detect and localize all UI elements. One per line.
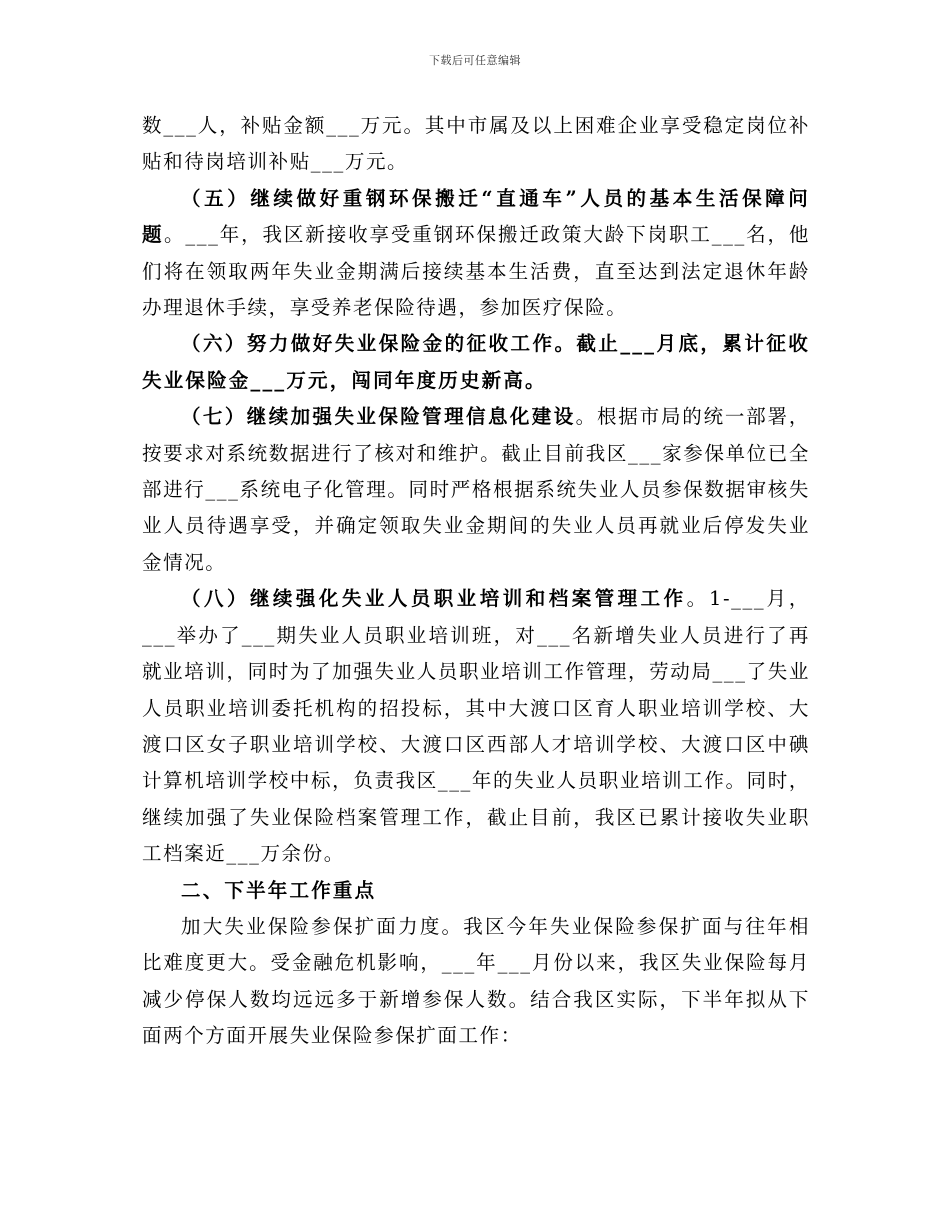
section-heading-5: （五）继续做好重钢环保搬迁“直通车”人员的基本生活保障问题 <box>142 186 810 247</box>
paragraph-text: 。___年，我区新接收享受重钢环保搬迁政策大龄下岗职工___名，他们将在领取两年失业金期满后接续基本生活费，直至达到法定退休年龄办理退休手续，享受养老保险待遇，参加医疗保险。 <box>142 223 810 320</box>
page-header: 下载后可任意编辑 <box>429 54 521 67</box>
paragraph-part-2-heading <box>142 873 810 909</box>
part-heading-2: 二、下半年工作重点 <box>181 878 377 902</box>
paragraph-section-8 <box>142 581 810 872</box>
paragraph-section-5 <box>142 181 810 327</box>
section-heading-7: （七）继续加强失业保险管理信息化建设 <box>181 405 576 429</box>
paragraph-text: 数___人，补贴金额___万元。其中市属及以上困难企业享受稳定岗位补贴和待岗培训补贴___万元。 <box>142 114 810 174</box>
paragraph-subsidy-continuation <box>142 108 810 181</box>
paragraph-text: 。1-___月，___举办了___期失业人员职业培训班，对___名新增失业人员进行了再就业培训，同时为了加强失业人员职业培训工作管理，劳动局___了失业人员职业培训委托机构的招投标，其中大渡口区育人职业培训学校、大渡口区女子职业培训学校、大渡口区西部人才培训学校、大渡口区中碘计算机培训学校中标，负责我区___年的失业人员职业培训工作。同时，继续加强了失业保险档案管理工作，截止目前，我区已累计接收失业职工档案近___万余份。 <box>142 587 811 866</box>
paragraph-expansion <box>142 909 810 1055</box>
paragraph-text: 加大失业保险参保扩面力度。我区今年失业保险参保扩面与往年相比难度更大。受金融危机影响，___年___月份以来，我区失业保险每月减少停保人数均远远多于新增参保人数。结合我区实际，下半年拟从下面两个方面开展失业保险参保扩面工作： <box>142 914 810 1048</box>
paragraph-section-6 <box>142 326 810 399</box>
section-heading-6: （六）努力做好失业保险金的征收工作。截止___月底，累计征收失业保险金___万元，闯同年度历史新高。 <box>142 332 810 392</box>
paragraph-section-7 <box>142 399 810 581</box>
section-heading-8: （八）继续强化失业人员职业培训和档案管理工作 <box>181 587 687 611</box>
document-body <box>142 108 810 1055</box>
paragraph-text: 。根据市局的统一部署，按要求对系统数据进行了核对和维护。截止目前我区___家参保单位已全部进行___系统电子化管理。同时严格根据系统失业人员参保数据审核失业人员待遇享受，并确定领取失业金期间的失业人员再就业后停发失业金情况。 <box>142 405 810 574</box>
